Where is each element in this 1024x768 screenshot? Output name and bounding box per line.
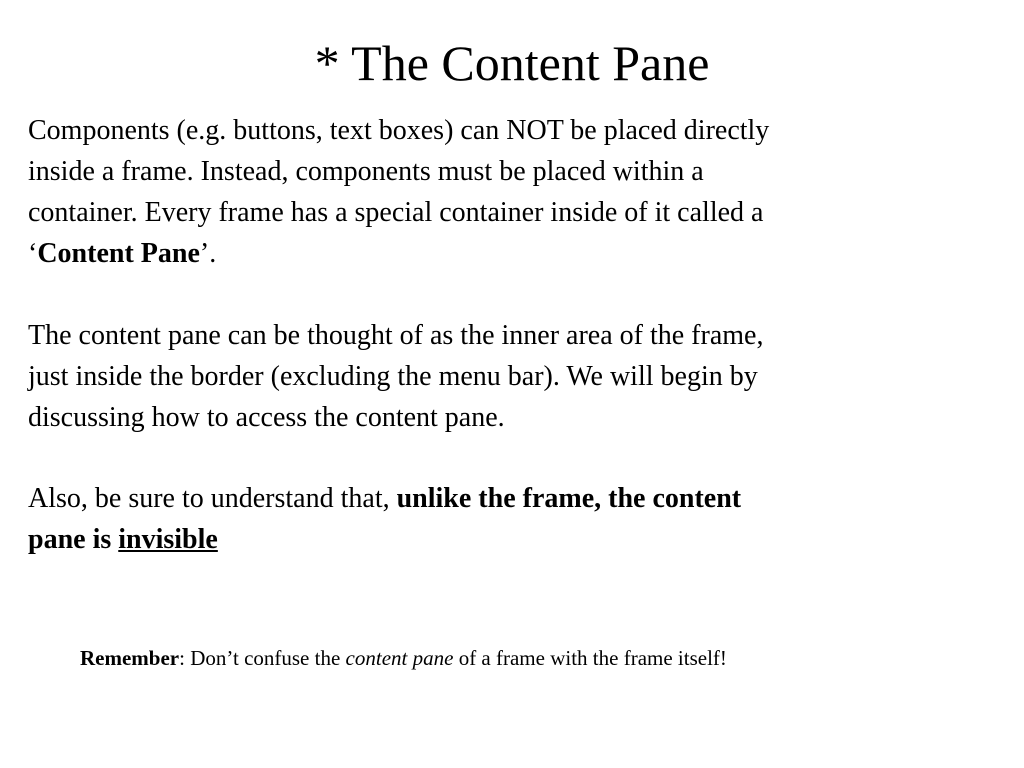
paragraph-inner-area [28, 315, 948, 438]
paragraph-line: Components (e.g. buttons, text boxes) can NOT be placed directly [28, 115, 770, 146]
close-quote: ’. [199, 238, 217, 269]
invisible-emphasis: invisible [118, 524, 218, 555]
slide-title: * The Content Pane [314, 35, 710, 91]
paragraph-line: inside a frame. Instead, components must be placed within a [28, 156, 704, 187]
remember-text: of a frame with the frame itself! [453, 646, 727, 670]
remember-text: : Don’t confuse the [179, 646, 346, 670]
paragraph-line: just inside the border (excluding the menu bar). We will begin by [28, 361, 758, 392]
paragraph-line: discussing how to access the content pane. [28, 402, 505, 433]
remember-note [80, 644, 727, 672]
remember-label: Remember [80, 646, 180, 670]
paragraph-invisible [28, 478, 948, 560]
bold-text: pane is [28, 524, 119, 555]
open-quote: ‘ [28, 238, 38, 269]
paragraph-components [28, 110, 948, 274]
paragraph-line [28, 478, 948, 519]
remember-emphasis: content pane [345, 646, 454, 670]
paragraph-line [28, 519, 948, 560]
paragraph-line: The content pane can be thought of as the inner area of the frame, [28, 320, 764, 351]
intro-text: Also, be sure to understand that, [28, 483, 397, 514]
content-pane-term: Content Pane [37, 238, 200, 269]
bold-text: unlike the frame, the content [396, 483, 742, 514]
paragraph-line [28, 233, 948, 274]
paragraph-line: container. Every frame has a special container inside of it called a [28, 197, 764, 228]
